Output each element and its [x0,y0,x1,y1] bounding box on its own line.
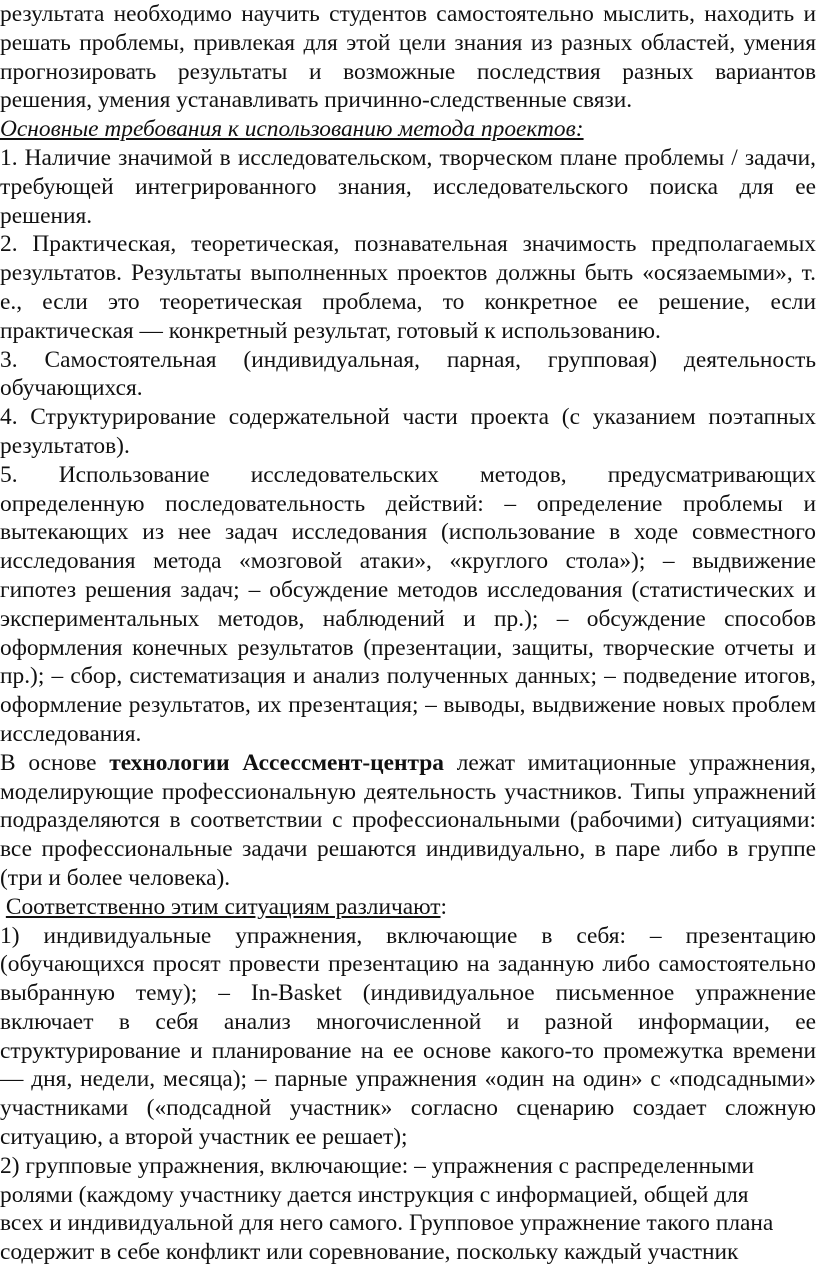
exercise-item-2-line-3: всех и индивидуальной для него самого. Групповое упражнение такого плана [0,1210,774,1237]
assessment-intro-before: В основе [0,749,110,776]
exercise-item-2-line-1: 2) групповые упражнения, включающие: – упражнения с распределенными [0,1152,755,1179]
exercise-item-1: 1) индивидуальные упражнения, включающие в себя: – презентацию (обучающихся просят провести презентацию на заданную либо самостоятельно выбранную тему); – In-Basket (индивидуальное письменное упражнение включает в себя анализ многочисленной и разной информации, ее структурирование и планирование на ее основе какого-то промежутка времени — дня, недели, месяца); – парные упражнения «один на один» с «подсадными» участниками («подсадной участник» согласно сценарию создает сложную ситуацию, а второй участник ее решает); [0,922,816,1151]
intro-paragraph: результата необходимо научить студентов самостоятельно мыслить, находить и решать проблемы, привлекая для этой цели знания из разных областей, умения прогнозировать результаты и возможные последствия разных вариантов решения, умения устанавливать причинно-следственные связи. [0,1,816,114]
requirement-item-4: 4. Структурирование содержательной части проекта (с указанием поэтапных результатов). [0,404,816,459]
assessment-intro-after: лежат имитационные упражнения, моделирующие профессиональную деятельность участников. Типы упражнений подразделяются в соответствии с профессиональными (рабочими) ситуациями: все профессиональные задачи решаются индивидуально, в паре либо в группе (три и более человека). [0,749,816,891]
requirement-item-5: 5. Использование исследовательских методов, предусматривающих определенную последовательность действий: – определение проблемы и вытекающих из нее задач исследования (использование в ходе совместного исследования метода «мозговой атаки», «круглого стола»); – выдвижение гипотез решения задач; – обсуждение методов исследования (статистических и экспериментальных методов, наблюдений и пр.); – обсуждение способов оформления конечных результатов (презентации, защиты, творческие отчеты и пр.); – сбор, систематизация и анализ полученных данных; – подведение итогов, оформление результатов, их презентация; – выводы, выдвижение новых проблем исследования. [0,461,816,747]
requirements-heading [0,115,816,144]
situations-heading [0,893,816,922]
exercise-item-2-line-2: ролями (каждому участнику дается инструкция с информацией, общей для [0,1181,749,1208]
assessment-intro-bold: технологии Ассессмент-центра [109,749,444,776]
exercise-item-2-line-4: содержит в себе конфликт или соревнование, поскольку каждый участник [0,1239,739,1266]
requirements-heading-text: Основные требования к использованию метода проектов: [0,116,584,143]
situations-heading-colon: : [440,893,448,920]
exercise-item-2 [0,1152,816,1267]
requirement-item-1: 1. Наличие значимой в исследовательском, творческом плане проблемы / задачи, требующей интегрированного знания, исследовательского поиска для ее решения. [0,144,816,229]
situations-heading-text: Соответственно этим ситуациям различают [5,893,441,920]
requirement-item-3: 3. Самостоятельная (индивидуальная, парная, групповая) деятельность обучающихся. [0,346,816,402]
requirement-item-2: 2. Практическая, теоретическая, познавательная значимость предполагаемых результатов. Результаты выполненных проектов должны быть «осязаемыми», т. е., если это теоретическая проблема, то конкретное ее решение, если практическая — конкретный результат, готовый к использованию. [0,231,816,344]
assessment-center-paragraph [0,749,816,893]
